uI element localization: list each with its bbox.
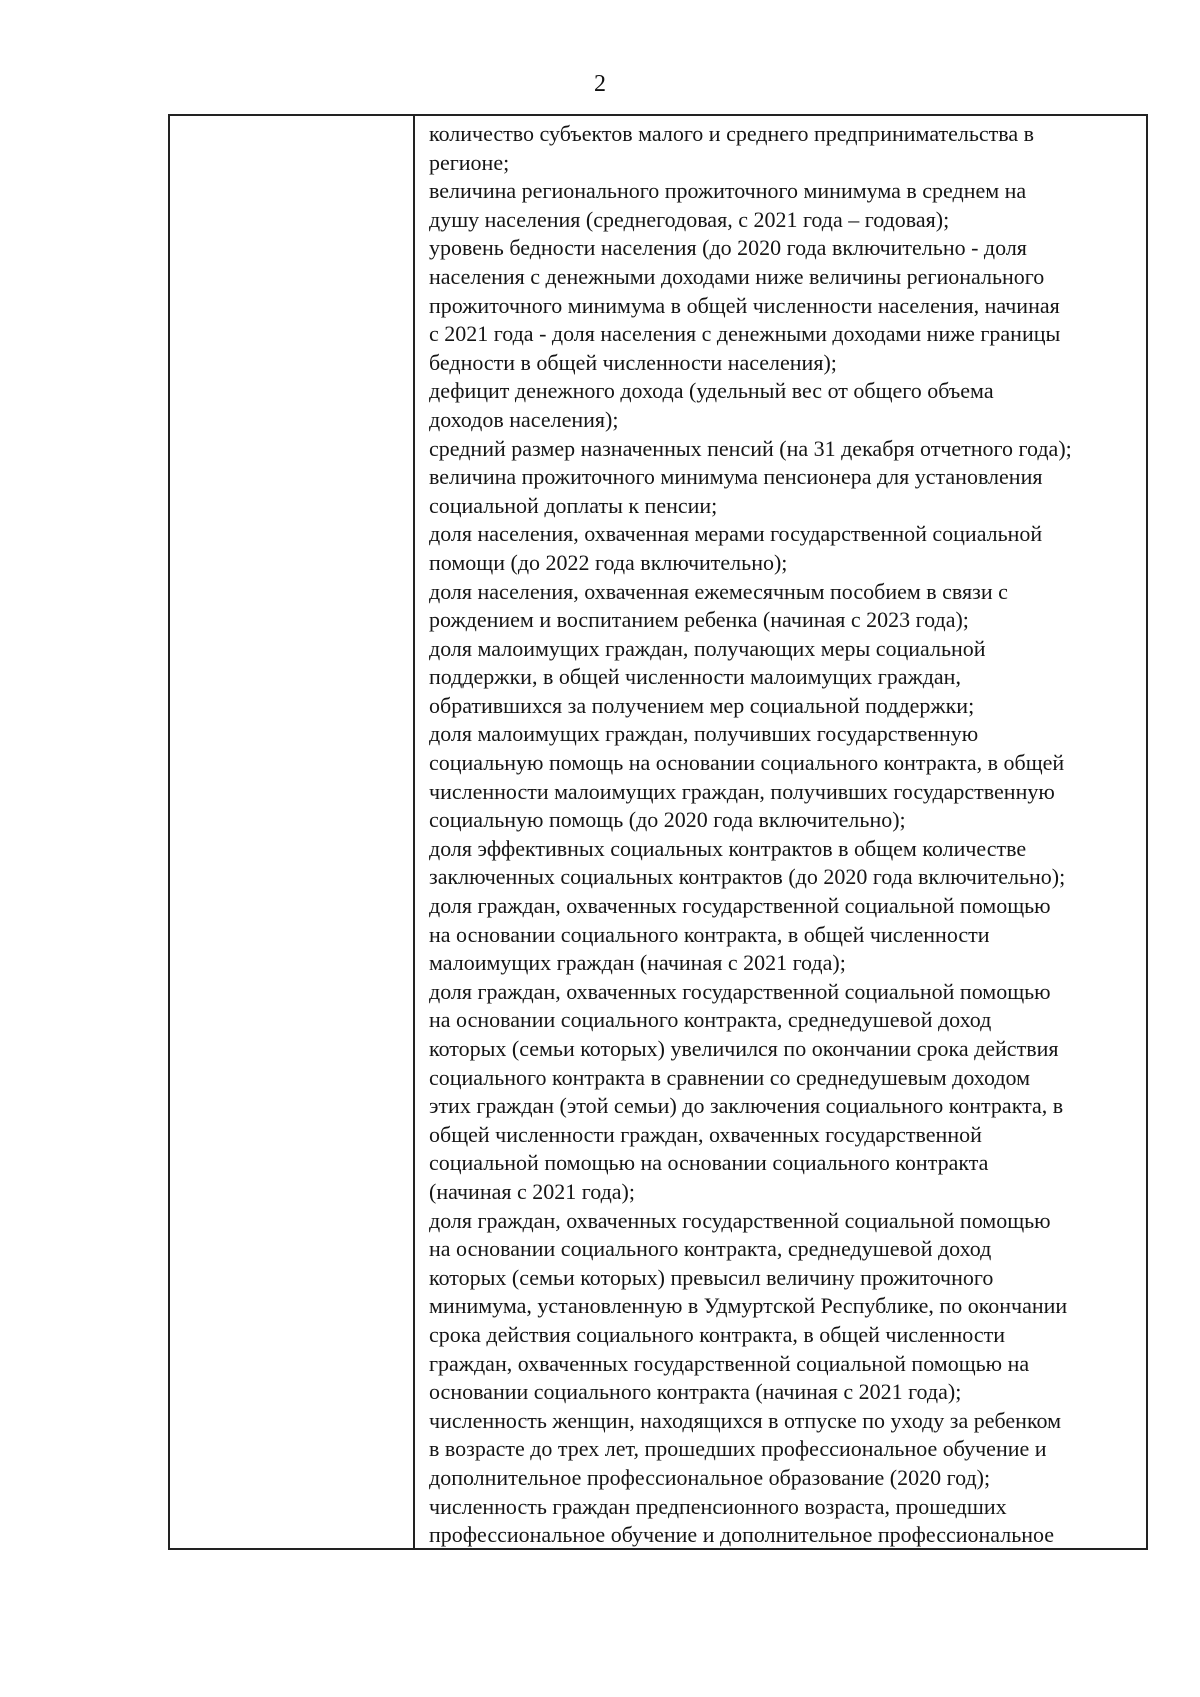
text-line: численности малоимущих граждан, получивших государственную <box>429 778 1055 804</box>
table-left-cell <box>170 116 415 1548</box>
text-line: на основании социального контракта, в общей численности <box>429 921 990 947</box>
text-line: доля малоимущих граждан, получающих меры социальной <box>429 635 986 661</box>
table-right-cell <box>415 116 1146 1548</box>
text-line: социальной доплаты к пенсии; <box>429 492 718 518</box>
text-line: бедности в общей численности населения); <box>429 349 837 375</box>
text-line: доля граждан, охваченных государственной социальной помощью <box>429 1207 1051 1233</box>
text-line: общей численности граждан, охваченных государственной <box>429 1121 982 1147</box>
text-line: величина прожиточного минимума пенсионера для установления <box>429 464 1043 490</box>
text-line: средний размер назначенных пенсий (на 31 декабря отчетного года); <box>429 435 1072 461</box>
text-line: в возрасте до трех лет, прошедших профессиональное обучение и <box>429 1436 1047 1462</box>
text-line: численность женщин, находящихся в отпуске по уходу за ребенком <box>429 1407 1062 1433</box>
text-line: на основании социального контракта, среднедушевой доход <box>429 1007 992 1033</box>
text-line: количество субъектов малого и среднего предпринимательства в <box>429 121 1035 146</box>
text-line: регионе; <box>429 149 510 175</box>
text-line: обратившихся за получением мер социальной поддержки; <box>429 692 975 718</box>
text-line: доля граждан, охваченных государственной социальной помощью <box>429 978 1051 1004</box>
text-line: численность граждан предпенсионного возраста, прошедших <box>429 1493 1007 1519</box>
text-line: доля населения, охваченная мерами государственной социальной <box>429 521 1043 547</box>
text-line: социальную помощь (до 2020 года включительно); <box>429 807 906 833</box>
text-line: профессиональное обучение и дополнительное профессиональное <box>429 1522 1055 1548</box>
text-line: доля граждан, охваченных государственной социальной помощью <box>429 893 1051 919</box>
text-line: с 2021 года - доля населения с денежными доходами ниже границы <box>429 321 1061 347</box>
text-line: дополнительное профессиональное образование (2020 год); <box>429 1464 991 1490</box>
text-line: поддержки, в общей численности малоимущих граждан, <box>429 664 961 690</box>
text-line: социальной помощью на основании социального контракта <box>429 1150 989 1176</box>
text-line: минимума, установленную в Удмуртской Республике, по окончании <box>429 1293 1068 1319</box>
text-line: которых (семьи которых) увеличился по окончании срока действия <box>429 1036 1059 1061</box>
text-line: доля эффективных социальных контрактов в общем количестве <box>429 835 1027 861</box>
text-line: доля малоимущих граждан, получивших государственную <box>429 721 979 747</box>
text-line: величина регионального прожиточного минимума в среднем на <box>429 178 1027 204</box>
text-line: прожиточного минимума в общей численности населения, начиная <box>429 292 1060 318</box>
text-line: доля населения, охваченная ежемесячным пособием в связи с <box>429 578 1008 604</box>
text-line: этих граждан (этой семьи) до заключения социального контракта, в <box>429 1093 1064 1119</box>
document-table <box>168 114 1148 1550</box>
text-line: рождением и воспитанием ребенка (начиная с 2023 года); <box>429 607 969 633</box>
text-line: социальную помощь на основании социального контракта, в общей <box>429 750 1065 776</box>
text-line: малоимущих граждан (начиная с 2021 года); <box>429 950 846 976</box>
text-line: срока действия социального контракта, в общей численности <box>429 1321 1005 1347</box>
text-line: на основании социального контракта, среднедушевой доход <box>429 1236 992 1262</box>
text-line: (начиная с 2021 года); <box>429 1178 635 1204</box>
text-line: граждан, охваченных государственной социальной помощью на <box>429 1350 1030 1376</box>
text-line: основании социального контракта (начиная с 2021 года); <box>429 1379 962 1405</box>
text-line: помощи (до 2022 года включительно); <box>429 549 788 575</box>
text-line: дефицит денежного дохода (удельный вес от общего объема <box>429 378 994 404</box>
text-line: заключенных социальных контрактов (до 2020 года включительно); <box>429 864 1066 890</box>
text-line: социального контракта в сравнении со среднедушевым доходом <box>429 1064 1031 1090</box>
text-line: которых (семьи которых) превысил величину прожиточного <box>429 1264 994 1290</box>
text-line: доходов населения); <box>429 406 619 432</box>
page-number: 2 <box>594 71 606 97</box>
text-line: населения с денежными доходами ниже величины регионального <box>429 263 1045 289</box>
text-line: душу населения (среднегодовая, с 2021 года – годовая); <box>429 206 950 232</box>
text-line: уровень бедности населения (до 2020 года включительно - доля <box>429 235 1027 261</box>
